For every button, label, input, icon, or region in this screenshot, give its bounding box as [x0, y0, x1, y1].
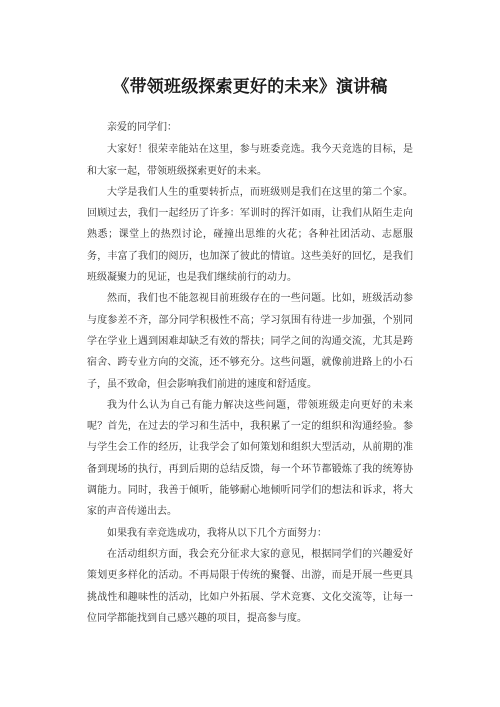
paragraph-problems: 然而，我们也不能忽视目前班级存在的一些问题。比如，班级活动参与度参差不齐，部分同学积极性不高；学习氛围有待进一步加强，个别同学在学业上遇到困难却缺乏有效的帮扶；同学之间的沟通交流，尤其是跨宿舍、跨专业方向的交流，还不够充分。这些问题，就像前进路上的小石子，虽不致命，但会影响我们前进的速度和舒适度。 [87, 293, 413, 390]
document-title: 《带领班级探索更好的未来》演讲稿 [112, 77, 388, 97]
paragraph-greeting: 亲爱的同学们： [107, 122, 177, 133]
paragraph-activities: 在活动组织方面，我会充分征求大家的意见，根据同学们的兴趣爱好策划更多样化的活动。不再局限于传统的聚餐、出游，而是开展一些更具挑战性和趣味性的活动，比如户外拓展、学术竞赛、文化交流等，让每一位同学都能找到自己感兴趣的项目，提高参与度。 [87, 548, 413, 624]
document-body [87, 117, 413, 629]
paragraph-plan-intro: 如果我有幸竞选成功，我将从以下几个方面努力： [107, 527, 327, 539]
paragraph-memories: 大学是我们人生的重要转折点，而班级则是我们在这里的第二个家。回顾过去，我们一起经历了许多：军训时的挥汗如雨，让我们从陌生走向熟悉；课堂上的热烈讨论，碰撞出思维的火花；各种社团活动、志愿服务，丰富了我们的阅历，也加深了彼此的情谊。这些美好的回忆，是我们班级凝聚力的见证，也是我们继续前行的动力。 [87, 186, 413, 284]
paragraph-intro: 大家好！很荣幸能站在这里，参与班委竞选。我今天竞选的目标，是和大家一起，带领班级探索更好的未来。 [87, 144, 413, 177]
paragraph-qualifications: 我为什么认为自己有能力解决这些问题，带领班级走向更好的未来呢？首先，在过去的学习和生活中，我积累了一定的组织和沟通经验。参与学生会工作的经历，让我学会了如何策划和组织大型活动，从前期的准备到现场的执行，再到后期的总结反馈，每一个环节都锻炼了我的统筹协调能力。同时，我善于倾听，能够耐心地倾听同学们的想法和诉求，将大家的声音传递出去。 [87, 399, 413, 518]
